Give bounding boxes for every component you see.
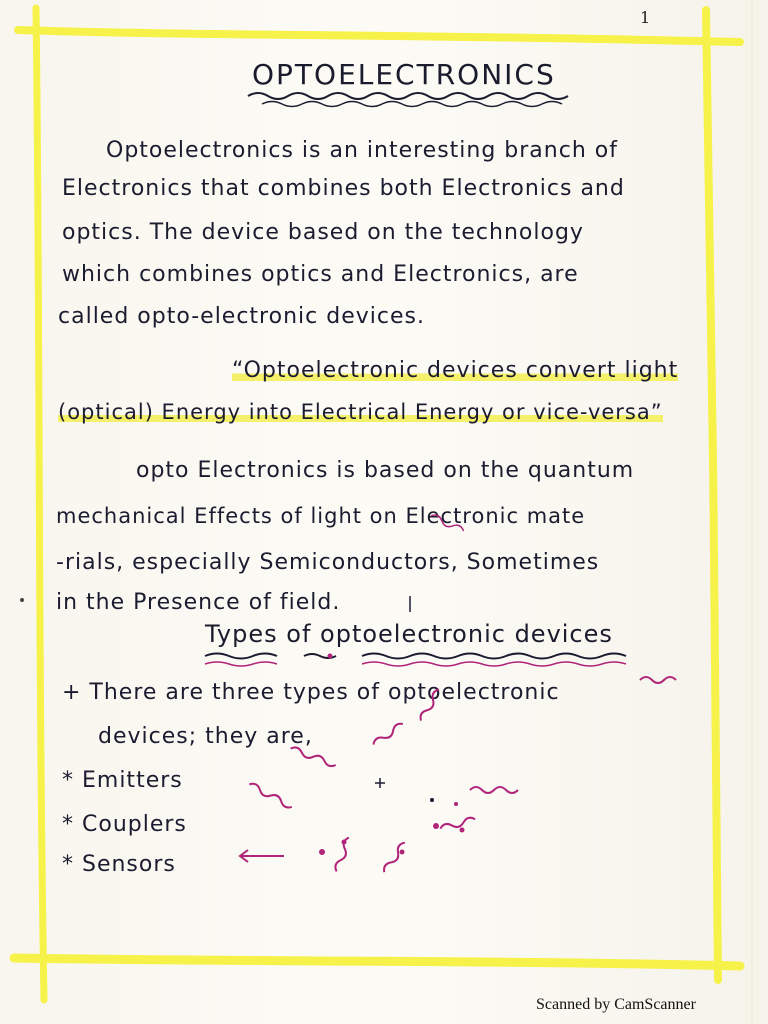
types-intro-line: devices; they are, <box>98 724 313 749</box>
device-type-item: * Emitters <box>62 768 183 793</box>
quote-text: (optical) Energy into Electrical Energy or vice-versa” <box>58 400 663 424</box>
quantum-line: mechanical Effects of light on Electronic mate <box>56 504 586 528</box>
intro-line: which combines optics and Electronics, are <box>62 262 579 287</box>
page-number: 1 <box>640 8 651 27</box>
types-intro-line: + There are three types of optoelectronic <box>62 680 560 705</box>
intro-line: called opto-electronic devices. <box>58 304 425 329</box>
device-type-item: * Sensors <box>62 852 176 877</box>
quote-line <box>58 400 663 424</box>
intro-line: Electronics that combines both Electronics and <box>62 176 625 201</box>
quote-line <box>232 358 678 383</box>
types-heading: Types of optoelectronic devices <box>205 620 613 648</box>
device-type-item: * Couplers <box>62 812 187 837</box>
scanner-watermark: Scanned by CamScanner <box>536 996 696 1013</box>
intro-line: optics. The device based on the technology <box>62 220 584 245</box>
quantum-line: -rials, especially Semiconductors, Sometimes <box>56 550 600 575</box>
quantum-line: in the Presence of field. <box>56 590 341 615</box>
intro-line: Optoelectronics is an interesting branch of <box>106 138 618 163</box>
quantum-line: opto Electronics is based on the quantum <box>136 458 635 483</box>
page-title: OPTOELECTRONICS <box>252 58 556 91</box>
quote-text: “Optoelectronic devices convert light <box>232 358 679 383</box>
